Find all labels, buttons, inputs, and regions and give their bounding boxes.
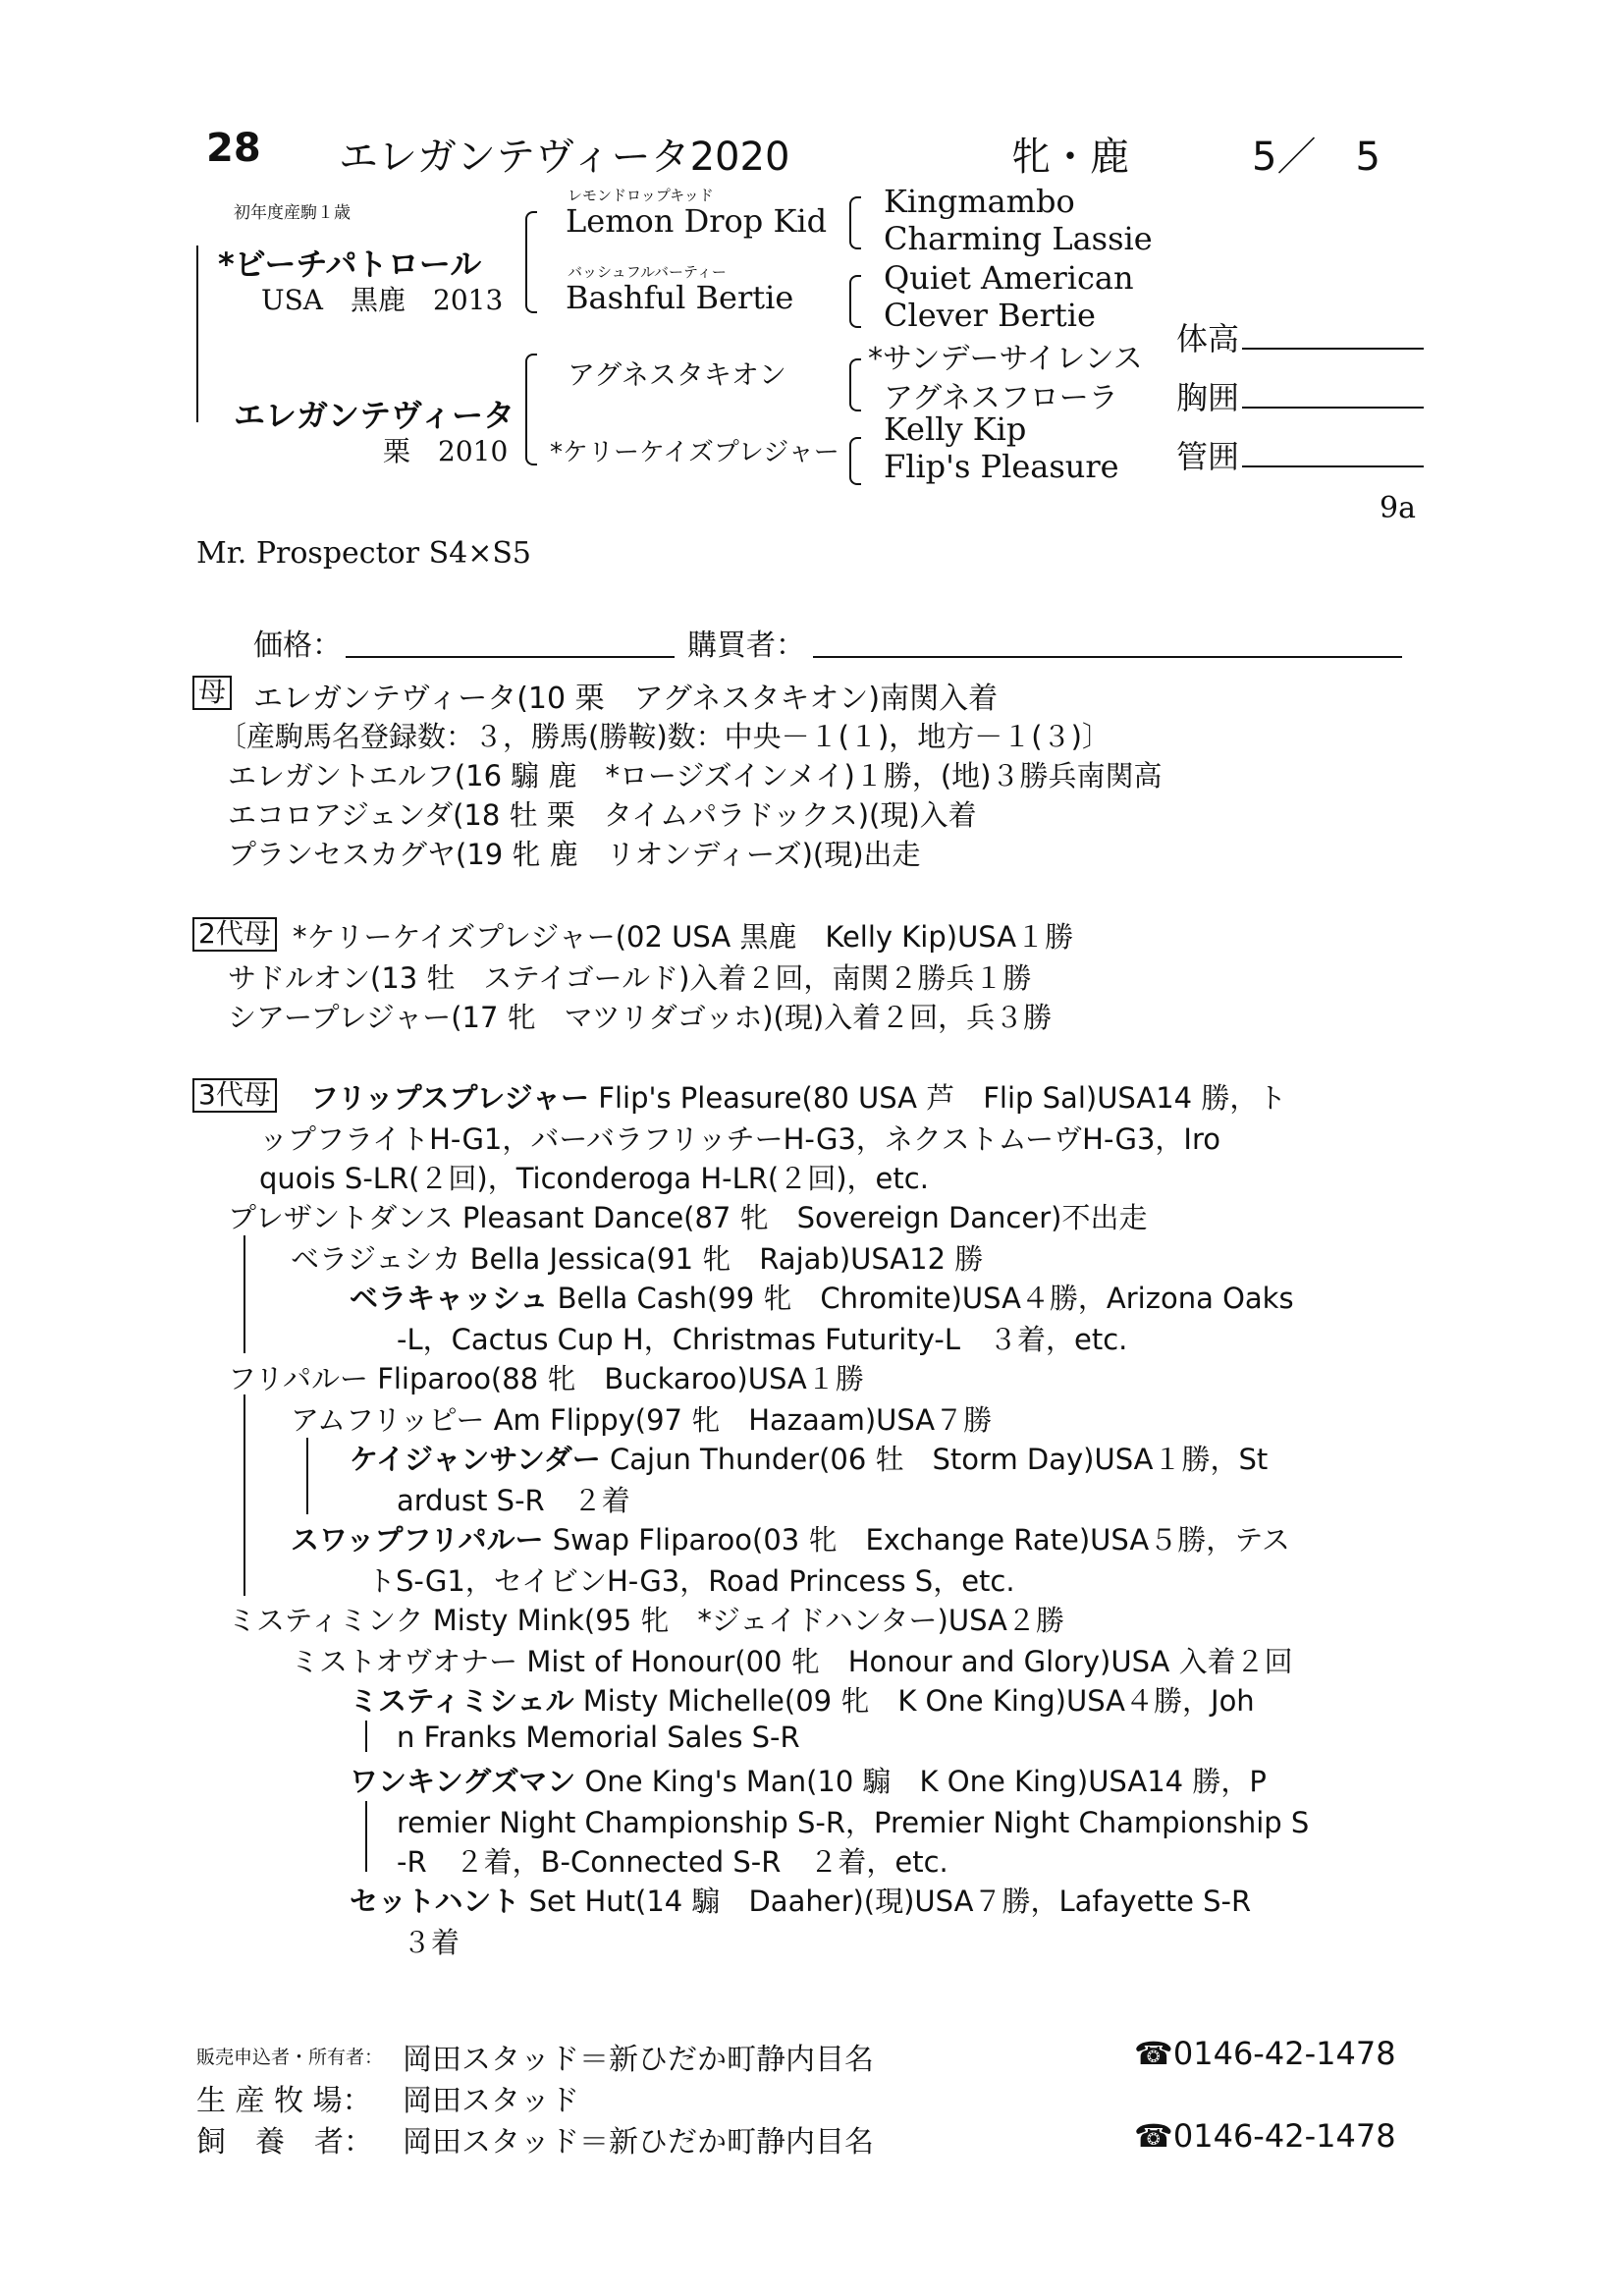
gd3-bracket-5 bbox=[365, 1801, 367, 1872]
brace-ss bbox=[849, 196, 861, 249]
sire-info: USA 黒鹿 2013 bbox=[261, 284, 504, 316]
dds: Kelly Kip bbox=[884, 410, 1027, 448]
gd3-tag: 3代母 bbox=[192, 1078, 277, 1113]
dam-tag: 母 bbox=[192, 676, 232, 710]
cannon-blank bbox=[1242, 465, 1424, 467]
dam-line-3: エレガントエルフ(16 騸 鹿 *ロージズインメイ)１勝，(地)３勝兵南関高 bbox=[228, 759, 1163, 793]
gd3-line-6: ベラキャッシュ Bella Cash(99 牝 Chromite)USA４勝，Arizona Oaks bbox=[350, 1282, 1294, 1315]
gd3-line-17: n Franks Memorial Sales S-R bbox=[397, 1721, 800, 1754]
section-code: 9a bbox=[1380, 491, 1416, 525]
chest-blank bbox=[1242, 407, 1424, 409]
sire-note: 初年度産駒１歳 bbox=[234, 203, 351, 223]
gd3-bracket-3 bbox=[244, 1394, 245, 1596]
gd2-line-2: サドルオン(13 牡 ステイゴールド)入着２回，南関２勝兵１勝 bbox=[228, 961, 1032, 995]
owner-label: 飼 養 者： bbox=[196, 2125, 373, 2159]
gd3-line-1: フリップスプレジャー Flip's Pleasure(80 USA 芦 Flip Sal)USA14 勝，ト bbox=[310, 1081, 1287, 1115]
gd2-line-3: シアープレジャー(17 牝 マツリダゴッホ)(現)入着２回，兵３勝 bbox=[228, 1001, 1053, 1034]
brace-dd bbox=[849, 437, 861, 485]
dam-line-1: エレガンテヴィータ(10 栗 アグネスタキオン)南関入着 bbox=[253, 682, 999, 716]
gd3-line-20: -R ２着，B-Connected S-R ２着，etc. bbox=[397, 1845, 948, 1879]
owner-name: 岡田スタッド＝新ひだか町静内目名 bbox=[403, 2125, 874, 2159]
pedigree-bracket-main bbox=[196, 246, 198, 422]
gd3-line-2: ップフライトH-G1，バーバラフリッチーH-G3，ネクストムーヴH-G3，Iro bbox=[259, 1122, 1220, 1156]
gd3-line-14: ミスティミンク Misty Mink(95 牝 *ジェイドハンター)USA２勝 bbox=[228, 1604, 1064, 1637]
brace-ds bbox=[849, 358, 861, 411]
dss: *サンデーサイレンス bbox=[868, 342, 1143, 376]
farm-name: 岡田スタッド bbox=[403, 2084, 579, 2118]
sire-sire: Lemon Drop Kid bbox=[566, 202, 828, 240]
seller-tel: ☎0146-42-1478 bbox=[1134, 2035, 1396, 2072]
seller-label: 販売申込者・所有者： bbox=[196, 2047, 384, 2068]
gd3-line-12: スワップフリパルー Swap Fliparoo(03 牝 Exchange Rate)USA５勝，テス bbox=[291, 1523, 1291, 1557]
gd3-line-3: quois S-LR(２回)，Ticonderoga H-LR(２回)，etc. bbox=[259, 1162, 929, 1195]
ss-kana: レモンドロップキッド bbox=[568, 187, 714, 204]
gd3-line-10: ケイジャンサンダー Cajun Thunder(06 牡 Storm Day)USA１勝，St bbox=[350, 1443, 1269, 1476]
chest-label: 胸囲 bbox=[1176, 379, 1240, 416]
sire-dam: Bashful Bertie bbox=[566, 279, 794, 316]
dam-sire: アグネスタキオン bbox=[568, 358, 786, 391]
gd3-line-11: ardust S-R ２着 bbox=[397, 1484, 630, 1517]
gd3-line-22: ３着 bbox=[403, 1926, 460, 1959]
ddd: Flip's Pleasure bbox=[884, 448, 1119, 485]
owner-tel: ☎0146-42-1478 bbox=[1134, 2117, 1396, 2155]
gd3-line-8: フリパルー Fliparoo(88 牝 Buckaroo)USA１勝 bbox=[228, 1362, 864, 1395]
dam-dam: *ケリーケイズプレジャー bbox=[550, 438, 839, 467]
buyer-label: 購買者： bbox=[687, 629, 805, 663]
height-blank bbox=[1242, 348, 1424, 350]
sd-kana: バッシュフルバーティー bbox=[568, 263, 727, 281]
brace-dam bbox=[525, 354, 537, 465]
brace-sire bbox=[525, 211, 537, 313]
lot-number: 28 bbox=[206, 126, 261, 171]
sdd: Clever Bertie bbox=[884, 297, 1096, 334]
height-label: 体高 bbox=[1176, 320, 1240, 357]
gd3-line-13: トS-G1，セイビンH-G3，Road Princess S，etc. bbox=[367, 1564, 1015, 1598]
gd3-line-19: remier Night Championship S-R，Premier Night Championship S bbox=[397, 1806, 1310, 1839]
price-label: 価格： bbox=[253, 629, 342, 663]
gd3-line-16: ミスティミシェル Misty Michelle(09 牝 K One King)USA４勝，Joh bbox=[350, 1684, 1255, 1718]
gd3-line-9: アムフリッピー Am Flippy(97 牝 Hazaam)USA７勝 bbox=[291, 1403, 993, 1437]
dam-line-4: エコロアジェンダ(18 牡 栗 タイムパラドックス)(現)入着 bbox=[228, 798, 977, 832]
gd3-line-18: ワンキングズマン One King's Man(10 騸 K One King)USA14 勝，P bbox=[350, 1765, 1267, 1798]
gd3-line-21: セットハント Set Hut(14 騸 Daaher)(現)USA７勝，Lafayette S-R bbox=[350, 1885, 1252, 1918]
gd3-bracket-2 bbox=[306, 1438, 308, 1514]
sex-color: 牝・鹿 bbox=[1011, 135, 1129, 180]
horse-name: エレガンテヴィータ2020 bbox=[339, 135, 790, 180]
gd3-line-7: -L，Cactus Cup H，Christmas Futurity-L ３着，etc. bbox=[397, 1323, 1128, 1356]
buyer-blank bbox=[813, 656, 1402, 658]
ssd: Charming Lassie bbox=[884, 220, 1153, 257]
dam-name: エレガンテヴィータ bbox=[234, 397, 515, 434]
gd2-line-1: *ケリーケイズプレジャー(02 USA 黒鹿 Kelly Kip)USA１勝 bbox=[293, 920, 1074, 954]
cannon-label: 管囲 bbox=[1176, 438, 1240, 475]
dam-line-5: プランセスカグヤ(19 牝 鹿 リオンディーズ)(現)出走 bbox=[228, 838, 921, 871]
gd3-bracket-4 bbox=[365, 1721, 367, 1752]
gd3-line-4: プレザントダンス Pleasant Dance(87 牝 Sovereign Dancer)不出走 bbox=[228, 1201, 1148, 1234]
sss: Kingmambo bbox=[884, 183, 1075, 220]
price-blank bbox=[346, 656, 675, 658]
seller-name: 岡田スタッド＝新ひだか町静内目名 bbox=[403, 2043, 874, 2077]
birth-date: 5／ 5 bbox=[1252, 135, 1380, 180]
dsd: アグネスフローラ bbox=[884, 381, 1118, 415]
dam-info: 栗 2010 bbox=[383, 435, 509, 467]
sds: Quiet American bbox=[884, 259, 1134, 297]
farm-label: 生 産 牧 場： bbox=[196, 2084, 372, 2118]
gd3-line-5: ベラジェシカ Bella Jessica(91 牝 Rajab)USA12 勝 bbox=[291, 1242, 984, 1276]
brace-sd bbox=[849, 275, 861, 328]
inbreeding: Mr. Prospector S4×S5 bbox=[196, 536, 531, 571]
gd3-line-15: ミストオヴオナー Mist of Honour(00 牝 Honour and Glory)USA 入着２回 bbox=[291, 1645, 1293, 1678]
dam-line-2: 〔産駒馬名登録数：３，勝馬(勝鞍)数：中央－１(１)，地方－１(３)〕 bbox=[218, 720, 1110, 753]
gd2-tag: 2代母 bbox=[192, 917, 277, 952]
gd3-bracket-1 bbox=[244, 1235, 245, 1353]
sire-name: *ビーチパトロール bbox=[218, 246, 482, 283]
